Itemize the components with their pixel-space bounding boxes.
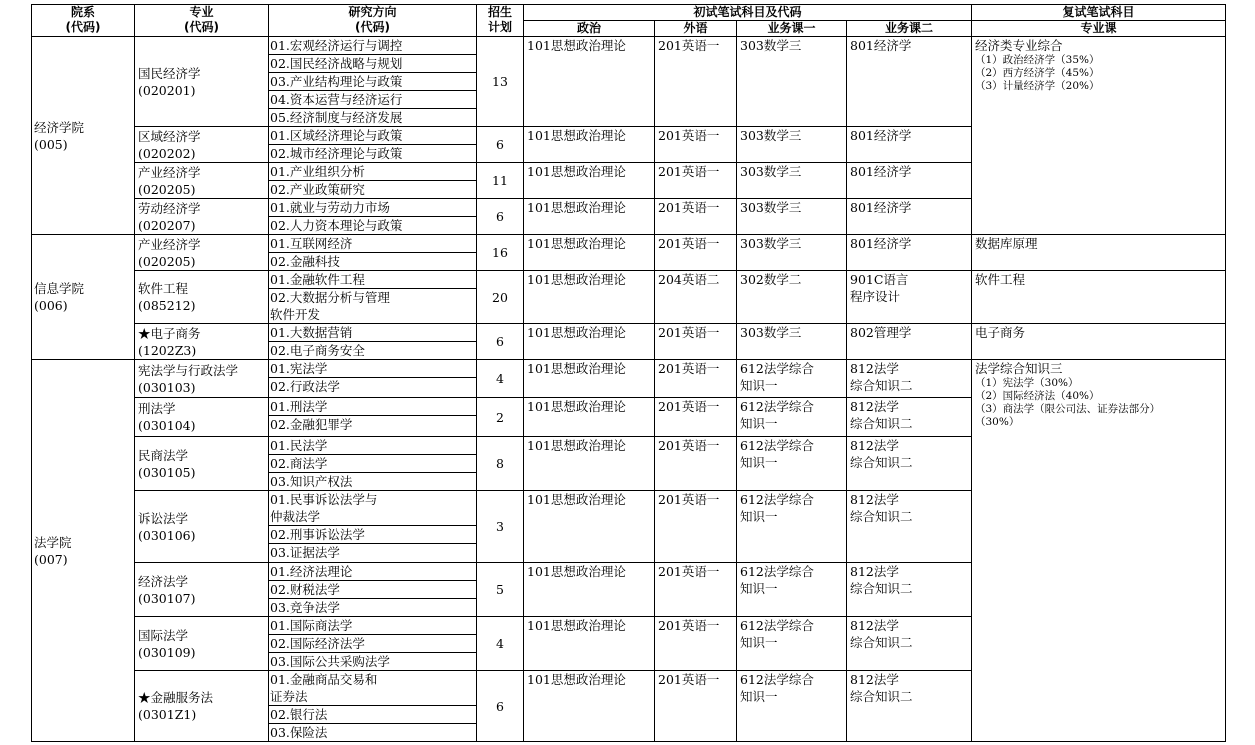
course2-cell: 812法学 综合知识二 (847, 360, 972, 398)
course1-cell: 303数学三 (737, 163, 847, 199)
direction-item: 01.大数据营销 (269, 324, 476, 342)
quota-cell: 5 (477, 563, 524, 617)
foreign-cell: 201英语一 (655, 37, 737, 127)
foreign-cell: 204英语二 (655, 271, 737, 324)
retest-item: （30%） (975, 416, 1020, 428)
direction-item: 02.刑事诉讼法学 (269, 526, 476, 544)
quota-cell: 13 (477, 37, 524, 127)
foreign-cell: 201英语一 (655, 235, 737, 271)
direction-item: 01.经济法理论 (269, 563, 476, 581)
retest-item: （3）计量经济学（20%） (975, 80, 1100, 92)
retest-economics (972, 37, 1226, 235)
table-row (32, 360, 1226, 398)
foreign-cell: 201英语一 (655, 199, 737, 235)
direction-item: 02.银行法 (269, 706, 476, 724)
course1-cell: 303数学三 (737, 235, 847, 271)
quota-cell: 6 (477, 199, 524, 235)
table-row (32, 37, 1226, 127)
direction-item: 03.证据法学 (270, 545, 340, 560)
retest-item: （3）商法学（限公司法、证券法部分） (975, 403, 1161, 415)
direction-item: 01.宏观经济运行与调控 (269, 37, 476, 55)
retest-item: （2）国际经济法（40%） (975, 390, 1100, 402)
direction-cell (269, 235, 477, 271)
direction-item: 01.产业组织分析 (269, 163, 476, 181)
major-cell: ★金融服务法 (0301Z1) (135, 671, 269, 742)
course1-cell: 612法学综合 知识一 (737, 360, 847, 398)
direction-item: 01.刑法学 (269, 398, 476, 416)
direction-cell (269, 127, 477, 163)
direction-cell (269, 199, 477, 235)
major-cell: 国际法学 (030109) (135, 617, 269, 671)
direction-cell (269, 37, 477, 127)
retest-title: 经济类专业综合 (975, 38, 1063, 53)
major-cell: 产业经济学 (020205) (135, 235, 269, 271)
header-major: 专业 (代码) (135, 5, 269, 37)
direction-item: 01.金融软件工程 (269, 271, 476, 289)
foreign-cell: 201英语一 (655, 563, 737, 617)
dept-law: 法学院 (007) (32, 360, 135, 742)
quota-cell: 16 (477, 235, 524, 271)
direction-cell (269, 437, 477, 491)
major-cell: 民商法学 (030105) (135, 437, 269, 491)
politics-cell: 101思想政治理论 (524, 360, 655, 398)
direction-item: 04.资本运营与经济运行 (269, 91, 476, 109)
table-row (32, 324, 1226, 360)
header-retest-sub: 专业课 (972, 21, 1226, 37)
foreign-cell: 201英语一 (655, 324, 737, 360)
foreign-cell: 201英语一 (655, 617, 737, 671)
major-cell: 劳动经济学 (020207) (135, 199, 269, 235)
admissions-table (31, 4, 1226, 742)
retest-cell: 数据库原理 (972, 235, 1226, 271)
quota-cell: 6 (477, 324, 524, 360)
course2-cell: 801经济学 (847, 163, 972, 199)
major-cell: ★电子商务 (1202Z3) (135, 324, 269, 360)
course1-cell: 303数学三 (737, 324, 847, 360)
foreign-cell: 201英语一 (655, 163, 737, 199)
direction-item: 02.国际经济法学 (269, 635, 476, 653)
direction-item: 03.产业结构理论与政策 (269, 73, 476, 91)
course2-cell: 801经济学 (847, 235, 972, 271)
retest-item: （1）宪法学（30%） (975, 377, 1079, 389)
direction-item: 01.民法学 (269, 437, 476, 455)
major-cell: 诉讼法学 (030106) (135, 491, 269, 563)
direction-cell (269, 324, 477, 360)
politics-cell: 101思想政治理论 (524, 437, 655, 491)
quota-cell: 3 (477, 491, 524, 563)
direction-item: 02.行政法学 (270, 379, 340, 394)
retest-law (972, 360, 1226, 742)
course1-cell: 612法学综合 知识一 (737, 671, 847, 742)
major-cell: 经济法学 (030107) (135, 563, 269, 617)
direction-item: 证券法 (269, 688, 476, 706)
table-row (32, 271, 1226, 324)
major-cell: 软件工程 (085212) (135, 271, 269, 324)
politics-cell: 101思想政治理论 (524, 491, 655, 563)
direction-item: 01.区域经济理论与政策 (269, 127, 476, 145)
quota-cell: 6 (477, 671, 524, 742)
direction-item: 01.国际商法学 (269, 617, 476, 635)
quota-cell: 4 (477, 360, 524, 398)
quota-cell: 11 (477, 163, 524, 199)
direction-item: 02.电子商务安全 (270, 343, 365, 358)
direction-cell (269, 563, 477, 617)
dept-economics: 经济学院 (005) (32, 37, 135, 235)
politics-cell: 101思想政治理论 (524, 37, 655, 127)
quota-cell: 6 (477, 127, 524, 163)
politics-cell: 101思想政治理论 (524, 617, 655, 671)
politics-cell: 101思想政治理论 (524, 324, 655, 360)
course2-cell: 812法学 综合知识二 (847, 671, 972, 742)
direction-item: 02.大数据分析与管理 (270, 290, 390, 305)
quota-cell: 8 (477, 437, 524, 491)
direction-item: 02.人力资本理论与政策 (270, 218, 403, 233)
politics-cell: 101思想政治理论 (524, 398, 655, 437)
major-cell: 刑法学 (030104) (135, 398, 269, 437)
direction-cell (269, 491, 477, 563)
course2-cell: 801经济学 (847, 127, 972, 163)
course1-cell: 302数学二 (737, 271, 847, 324)
header-direction: 研究方向 (代码) (269, 5, 477, 37)
retest-item: （1）政治经济学（35%） (975, 54, 1100, 66)
header-retest-group: 复试笔试科目 (972, 5, 1226, 21)
direction-item: 05.经济制度与经济发展 (270, 110, 403, 125)
direction-item: 01.互联网经济 (269, 235, 476, 253)
major-cell: 国民经济学 (020201) (135, 37, 269, 127)
course2-cell: 901C语言 程序设计 (847, 271, 972, 324)
direction-item: 仲裁法学 (269, 508, 476, 526)
foreign-cell: 201英语一 (655, 360, 737, 398)
major-cell: 区域经济学 (020202) (135, 127, 269, 163)
table-row (32, 235, 1226, 271)
direction-item: 02.金融犯罪学 (270, 417, 353, 432)
direction-cell (269, 163, 477, 199)
header-course2: 业务课二 (847, 21, 972, 37)
course2-cell: 801经济学 (847, 199, 972, 235)
direction-item: 02.商法学 (269, 455, 476, 473)
politics-cell: 101思想政治理论 (524, 671, 655, 742)
course2-cell: 801经济学 (847, 37, 972, 127)
quota-cell: 2 (477, 398, 524, 437)
direction-item: 01.宪法学 (269, 360, 476, 378)
header-politics: 政治 (524, 21, 655, 37)
retest-item: （2）西方经济学（45%） (975, 67, 1100, 79)
foreign-cell: 201英语一 (655, 491, 737, 563)
foreign-cell: 201英语一 (655, 127, 737, 163)
direction-item: 01.民事诉讼法学与 (270, 492, 378, 507)
direction-cell (269, 360, 477, 398)
header-foreign: 外语 (655, 21, 737, 37)
course2-cell: 812法学 综合知识二 (847, 491, 972, 563)
direction-cell (269, 398, 477, 437)
direction-item: 软件开发 (270, 307, 321, 322)
header-course1: 业务课一 (737, 21, 847, 37)
retest-cell: 电子商务 (972, 324, 1226, 360)
course1-cell: 612法学综合 知识一 (737, 437, 847, 491)
admissions-table-wrapper (31, 4, 1226, 742)
course1-cell: 303数学三 (737, 37, 847, 127)
direction-item: 03.竞争法学 (270, 600, 340, 615)
dept-info: 信息学院 (006) (32, 235, 135, 360)
direction-item: 02.国民经济战略与规划 (269, 55, 476, 73)
header-dept: 院系 (代码) (32, 5, 135, 37)
course2-cell: 812法学 综合知识二 (847, 398, 972, 437)
course1-cell: 612法学综合 知识一 (737, 398, 847, 437)
major-cell: 宪法学与行政法学 (030103) (135, 360, 269, 398)
course1-cell: 303数学三 (737, 199, 847, 235)
foreign-cell: 201英语一 (655, 398, 737, 437)
quota-cell: 4 (477, 617, 524, 671)
politics-cell: 101思想政治理论 (524, 127, 655, 163)
direction-item: 02.产业政策研究 (270, 182, 365, 197)
politics-cell: 101思想政治理论 (524, 563, 655, 617)
course2-cell: 812法学 综合知识二 (847, 563, 972, 617)
major-cell: 产业经济学 (020205) (135, 163, 269, 199)
direction-item: 02.财税法学 (269, 581, 476, 599)
direction-item: 03.国际公共采购法学 (270, 654, 390, 669)
header-exam-group: 初试笔试科目及代码 (524, 5, 972, 21)
direction-item: 01.金融商品交易和 (270, 672, 378, 687)
foreign-cell: 201英语一 (655, 437, 737, 491)
direction-cell (269, 617, 477, 671)
direction-item: 01.就业与劳动力市场 (269, 199, 476, 217)
politics-cell: 101思想政治理论 (524, 199, 655, 235)
course2-cell: 802管理学 (847, 324, 972, 360)
direction-item: 03.知识产权法 (270, 474, 353, 489)
foreign-cell: 201英语一 (655, 671, 737, 742)
politics-cell: 101思想政治理论 (524, 235, 655, 271)
politics-cell: 101思想政治理论 (524, 163, 655, 199)
direction-item: 02.城市经济理论与政策 (270, 146, 403, 161)
course1-cell: 303数学三 (737, 127, 847, 163)
retest-cell: 软件工程 (972, 271, 1226, 324)
retest-title: 法学综合知识三 (975, 361, 1063, 376)
direction-item: 03.保险法 (270, 725, 328, 740)
direction-cell (269, 271, 477, 324)
course1-cell: 612法学综合 知识一 (737, 563, 847, 617)
course1-cell: 612法学综合 知识一 (737, 491, 847, 563)
course2-cell: 812法学 综合知识二 (847, 437, 972, 491)
politics-cell: 101思想政治理论 (524, 271, 655, 324)
course2-cell: 812法学 综合知识二 (847, 617, 972, 671)
quota-cell: 20 (477, 271, 524, 324)
direction-cell (269, 671, 477, 742)
course1-cell: 612法学综合 知识一 (737, 617, 847, 671)
direction-item: 02.金融科技 (270, 254, 340, 269)
header-quota: 招生 计划 (477, 5, 524, 37)
